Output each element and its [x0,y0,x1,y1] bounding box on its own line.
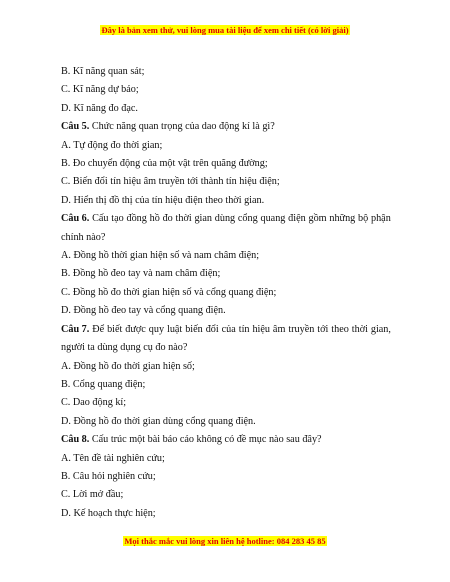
option-line: A. Tên đề tài nghiên cứu; [61,452,165,464]
option-line: C. Biến đổi tín hiệu âm truyền tới thành tín hiệu điện; [61,176,280,188]
option-line: A. Đồng hồ đo thời gian hiện số; [61,360,195,372]
word: gian [194,213,212,225]
option-line: D. Kế hoạch thực hiện; [61,507,156,519]
question-8 [61,431,391,449]
word: tạo [111,213,124,225]
word: gian, [370,323,391,335]
question-label: Câu 6. [61,213,90,225]
question-6 [61,210,391,228]
word: hiệu [252,323,270,335]
hotline-footer [0,536,450,546]
word: được [125,323,146,335]
word: dùng [214,213,236,225]
option-line: D. Hiển thị đồ thị của tín hiệu điện theo thời gian. [61,194,265,206]
question-text-cont: chính nào? [61,231,106,243]
question-label: Câu 5. [61,121,90,133]
word: cổng [237,213,258,225]
word: thời [175,213,192,225]
question-text: Chức năng quan trọng của dao động kí là gì? [91,121,275,133]
option-line: B. Đo chuyển động của một vật trên quãng đường; [61,158,268,170]
question-text: Cấu trúc một bài báo cáo không có đề mục nào sau đây? [91,434,322,446]
question-7 [61,321,391,339]
word: Để [92,323,105,335]
question-label: Câu 7. [61,323,90,335]
word: hồ [149,213,160,225]
word: Cấu [92,213,109,225]
word: truyền [288,323,315,335]
word: của [221,323,236,335]
option-line: C. Lời mở đầu; [61,489,124,501]
option-line: B. Câu hỏi nghiên cứu; [61,470,156,482]
option-line: B. Đồng hồ đeo tay và nam châm điện; [61,268,221,280]
word: biết [107,323,123,335]
document-content [61,63,391,523]
word: bộ [358,213,369,225]
option-line: B. Kĩ năng quan sát; [61,66,145,77]
word: đo [162,213,173,225]
option-line: A. Đồng hồ thời gian hiện số và nam châm điện; [61,250,260,262]
word: quy [148,323,165,335]
option-line: A. Tự động đo thời gian; [61,139,163,151]
word: âm [272,323,286,335]
word: thời [351,323,368,335]
word: điện [288,213,306,225]
preview-notice-header [0,25,450,35]
preview-notice-text: Đây là bản xem thử, vui lòng mua tài liệu để xem chi tiết (có lời giải) [101,25,349,35]
hotline-text: Mọi thắc mắc vui lòng xin liên hệ hotline: 084 283 45 85 [124,536,326,546]
option-line: D. Kĩ năng đo đạc. [61,102,138,114]
word: tín [238,323,250,335]
word: luật [166,323,183,335]
option-line: B. Cổng quang điện; [61,378,146,390]
question-5 [61,118,391,136]
word: đồng [126,213,147,225]
option-line: D. Đồng hồ đeo tay và cổng quang điện. [61,305,226,317]
option-line: C. Dao động kí; [61,397,127,409]
word: phận [370,213,391,225]
word: biến [185,323,203,335]
question-text-cont: người ta dùng dụng cụ đo nào? [61,342,188,354]
word: theo [331,323,349,335]
word: những [329,213,356,225]
word: tới [317,323,329,335]
word: gồm [308,213,327,225]
option-line: C. Đồng hồ đo thời gian hiện số và cổng quang điện; [61,286,277,298]
option-line: D. Đồng hồ đo thời gian dùng cổng quang điện. [61,415,256,427]
word: đổi [205,323,219,335]
question-label: Câu 8. [61,434,90,446]
word: quang [260,213,286,225]
option-line: C. Kĩ năng dự báo; [61,84,139,96]
